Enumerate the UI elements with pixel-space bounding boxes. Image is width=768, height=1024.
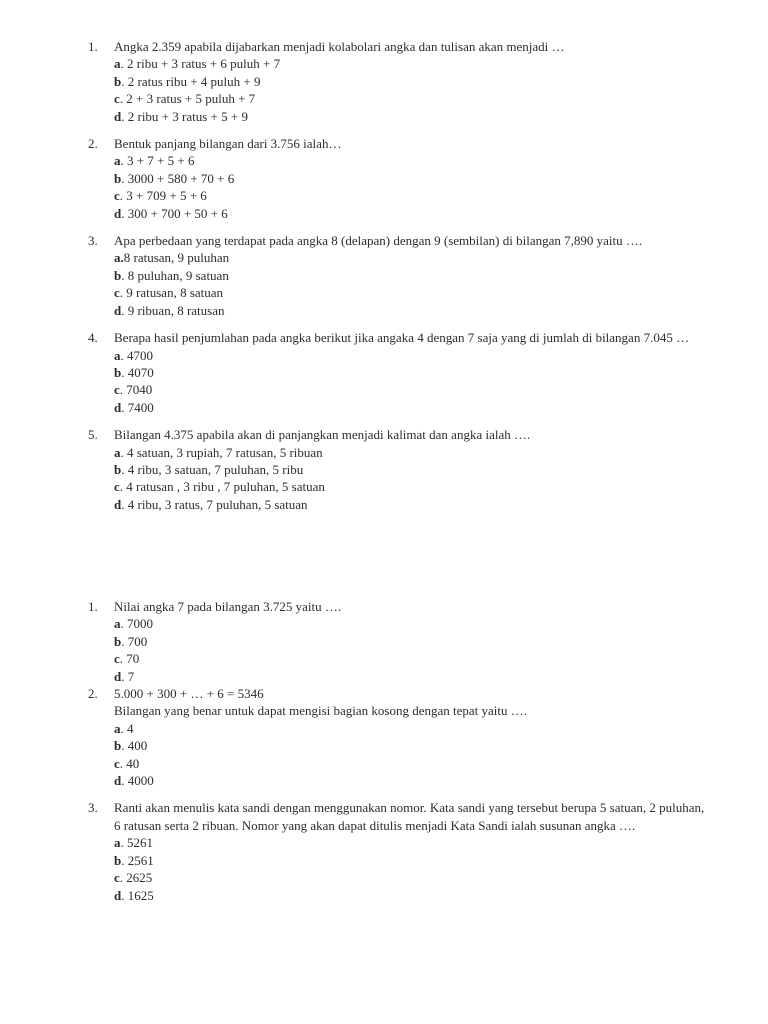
question-text: Bilangan 4.375 apabila akan di panjangkan menjadi kalimat dan angka ialah …. <box>114 427 531 443</box>
option-letter: d <box>114 496 122 512</box>
option-text: . 8 puluhan, 9 satuan <box>121 267 229 283</box>
question-1-2 <box>88 135 708 222</box>
question-number: 5. <box>88 427 98 443</box>
option-b <box>114 267 708 284</box>
option-a <box>114 55 708 72</box>
option-b <box>114 73 708 90</box>
question-section-1 <box>88 38 708 513</box>
question-number: 2. <box>88 686 98 702</box>
option-text: . 1625 <box>121 887 154 903</box>
option-letter: b <box>114 267 122 283</box>
option-a <box>114 444 708 461</box>
option-text: . 2 ribu + 3 ratus + 6 puluh + 7 <box>120 56 281 72</box>
question-2-3 <box>88 799 708 903</box>
option-d <box>114 496 708 513</box>
option-letter: d <box>114 773 122 789</box>
option-letter: c <box>114 91 120 107</box>
question-number: 3. <box>88 800 98 816</box>
option-letter: a <box>114 56 121 72</box>
option-c <box>114 755 708 772</box>
option-a <box>114 249 708 266</box>
option-c <box>114 381 708 398</box>
option-c <box>114 869 708 886</box>
option-letter: b <box>114 73 122 89</box>
option-d <box>114 887 708 904</box>
option-d <box>114 108 708 125</box>
option-text: . 300 + 700 + 50 + 6 <box>121 205 228 221</box>
option-a <box>114 347 708 364</box>
option-letter: d <box>114 108 122 124</box>
question-text: Ranti akan menulis kata sandi dengan menggunakan nomor. Kata sandi yang tersebut berupa 5 satuan, 2 puluhan, 6 ratusan serta 2 ribuan. Nomor yang akan dapat ditulis menjadi Kata Sandi ialah susunan angka …. <box>114 800 705 833</box>
option-c <box>114 90 708 107</box>
question-number: 4. <box>88 330 98 346</box>
option-letter: b <box>114 170 122 186</box>
option-letter: b <box>114 738 122 754</box>
option-b <box>114 852 708 869</box>
option-letter: d <box>114 205 122 221</box>
option-text: . 7 <box>121 668 135 684</box>
option-text: . 700 <box>121 633 148 649</box>
option-c <box>114 284 708 301</box>
option-d <box>114 205 708 222</box>
question-1-3 <box>88 232 708 319</box>
option-text: . 4 satuan, 3 rupiah, 7 ratusan, 5 ribuan <box>120 444 323 460</box>
option-text: 8 ratusan, 9 puluhan <box>123 250 230 266</box>
option-text: . 4070 <box>121 364 154 380</box>
question-text: 5.000 + 300 + … + 6 = 5346 <box>114 686 264 702</box>
option-d <box>114 399 708 416</box>
question-2-2 <box>88 685 708 789</box>
option-text: . 3 + 709 + 5 + 6 <box>119 188 207 204</box>
question-subtext: Bilangan yang benar untuk dapat mengisi bagian kosong dengan tepat yaitu …. <box>114 703 528 719</box>
option-letter: c <box>114 188 120 204</box>
option-letter: d <box>114 399 122 415</box>
option-c <box>114 650 708 667</box>
option-text: . 4 ribu, 3 ratus, 7 puluhan, 5 satuan <box>121 496 308 512</box>
question-section-2 <box>88 598 708 904</box>
question-number: 1. <box>88 39 98 54</box>
option-text: . 4 ratusan , 3 ribu , 7 puluhan, 5 satuan <box>119 479 325 495</box>
option-text: . 5261 <box>120 835 153 851</box>
option-text: . 3 + 7 + 5 + 6 <box>120 153 195 169</box>
option-letter: b <box>114 633 122 649</box>
option-d <box>114 772 708 789</box>
option-b <box>114 737 708 754</box>
option-text: . 4 <box>120 720 134 736</box>
option-letter: b <box>114 364 122 380</box>
option-text: . 7400 <box>121 399 154 415</box>
question-text: Nilai angka 7 pada bilangan 3.725 yaitu …. <box>114 599 342 614</box>
option-letter: b <box>114 461 122 477</box>
question-number: 2. <box>88 136 98 152</box>
question-1-5 <box>88 426 708 513</box>
question-1-4 <box>88 329 708 416</box>
option-letter: d <box>114 302 122 318</box>
option-letter: c <box>114 870 120 886</box>
question-2-1 <box>88 598 708 685</box>
option-d <box>114 302 708 319</box>
option-letter: c <box>114 651 120 667</box>
option-letter: c <box>114 285 120 301</box>
option-b <box>114 170 708 187</box>
option-text: . 7040 <box>119 382 153 398</box>
option-letter: d <box>114 668 122 684</box>
option-letter: b <box>114 852 122 868</box>
option-text: . 2 ribu + 3 ratus + 5 + 9 <box>121 108 248 124</box>
option-letter: c <box>114 479 120 495</box>
option-text: . 70 <box>119 651 140 667</box>
option-letter: a <box>114 720 121 736</box>
option-text: . 2625 <box>119 870 153 886</box>
option-text: . 4000 <box>121 773 154 789</box>
question-1-1 <box>88 38 708 125</box>
question-text: Berapa hasil penjumlahan pada angka berikut jika angaka 4 dengan 7 saja yang di jumlah di bilangan 7.045 … <box>114 330 690 346</box>
option-letter: a. <box>114 250 124 266</box>
option-text: . 2 ratus ribu + 4 puluh + 9 <box>121 73 261 89</box>
question-text: Bentuk panjang bilangan dari 3.756 ialah… <box>114 136 342 152</box>
option-b <box>114 364 708 381</box>
option-a <box>114 834 708 851</box>
option-text: . 4700 <box>120 347 153 363</box>
option-text: . 2 + 3 ratus + 5 puluh + 7 <box>119 91 256 107</box>
option-text: . 9 ratusan, 8 satuan <box>119 285 224 301</box>
question-text: Angka 2.359 apabila dijabarkan menjadi kolabolari angka dan tulisan akan menjadi … <box>114 39 565 54</box>
option-c <box>114 478 708 495</box>
option-text: . 400 <box>121 738 148 754</box>
option-letter: d <box>114 887 122 903</box>
option-b <box>114 461 708 478</box>
option-text: . 4 ribu, 3 satuan, 7 puluhan, 5 ribu <box>121 461 304 477</box>
question-number: 1. <box>88 599 98 614</box>
option-text: . 2561 <box>121 852 154 868</box>
option-d <box>114 668 708 685</box>
option-c <box>114 187 708 204</box>
question-text: Apa perbedaan yang terdapat pada angka 8 (delapan) dengan 9 (sembilan) di bilangan 7,890 yaitu …. <box>114 233 643 249</box>
option-text: . 7000 <box>120 616 153 632</box>
option-a <box>114 720 708 737</box>
option-letter: a <box>114 444 121 460</box>
option-a <box>114 152 708 169</box>
option-letter: a <box>114 616 121 632</box>
option-text: . 9 ribuan, 8 ratusan <box>121 302 225 318</box>
option-text: . 3000 + 580 + 70 + 6 <box>121 170 235 186</box>
option-letter: a <box>114 153 121 169</box>
option-a <box>114 615 708 632</box>
option-letter: a <box>114 347 121 363</box>
option-text: . 40 <box>119 755 140 771</box>
option-letter: c <box>114 755 120 771</box>
question-number: 3. <box>88 233 98 249</box>
option-letter: a <box>114 835 121 851</box>
option-b <box>114 633 708 650</box>
option-letter: c <box>114 382 120 398</box>
